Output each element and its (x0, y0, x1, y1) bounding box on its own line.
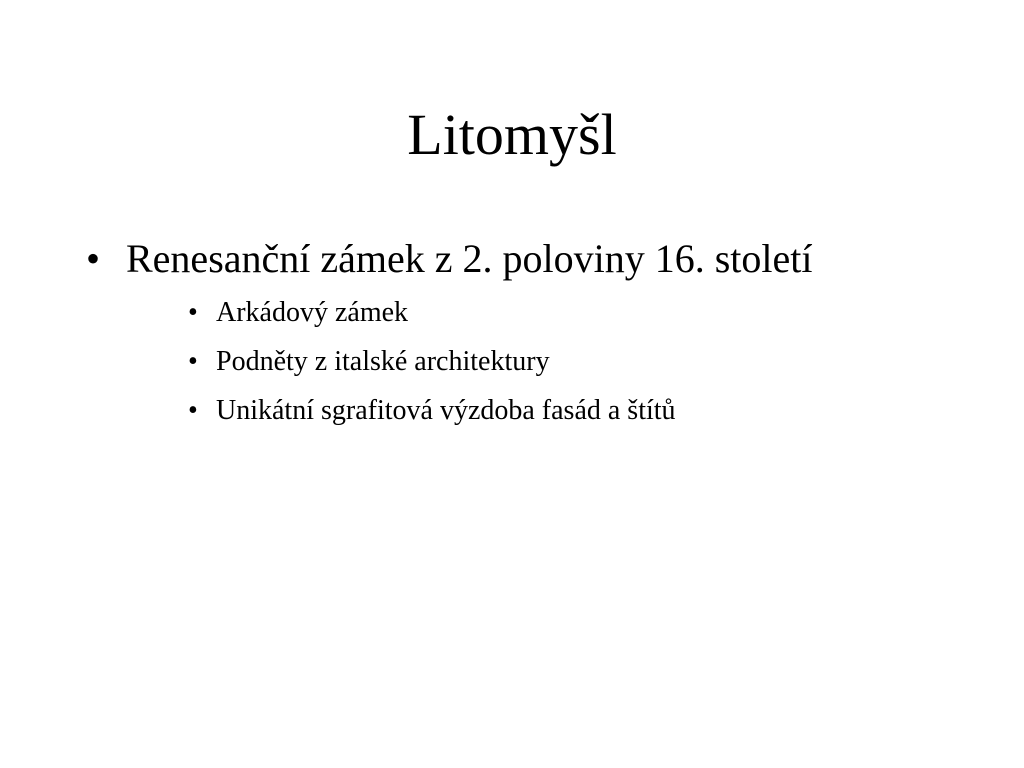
main-bullet-text: Renesanční zámek z 2. poloviny 16. století (126, 236, 813, 281)
bullet-marker: • (188, 297, 198, 328)
bullet-marker: • (86, 236, 101, 281)
sub-bullet-text: Arkádový zámek (216, 297, 409, 328)
slide-title: Litomyšl (407, 102, 617, 167)
sub-bullet-item (188, 296, 408, 330)
sub-bullet-item (188, 394, 676, 428)
bullet-marker: • (188, 346, 198, 377)
main-bullet-item (86, 236, 813, 282)
bullet-marker: • (188, 395, 198, 426)
sub-bullet-text: Unikátní sgrafitová výzdoba fasád a štítů (216, 395, 676, 426)
sub-bullet-item (188, 345, 550, 379)
sub-bullet-text: Podněty z italské architektury (216, 346, 550, 377)
